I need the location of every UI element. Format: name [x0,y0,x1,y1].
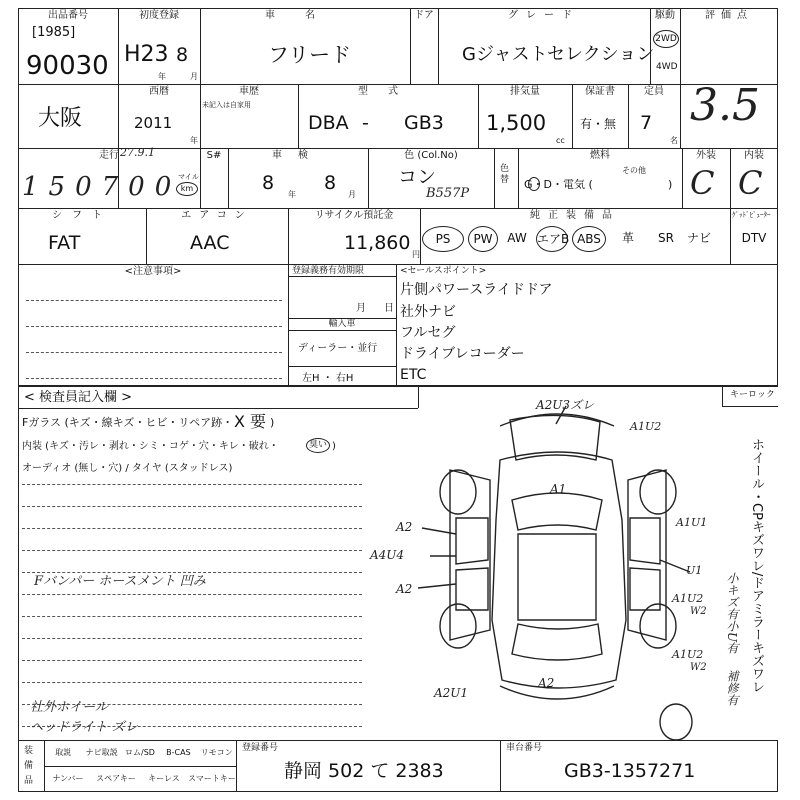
key-lock-label: キーロック [730,390,775,400]
inspection-note-line [22,660,362,661]
mileage-label: 走行 [99,150,119,161]
first-registration-label: 初度登録 [139,10,179,21]
wheel-spare [660,704,692,740]
leader-line [422,528,456,534]
fuel-close-paren: ) [668,178,673,191]
km-unit-circled: km [176,182,198,196]
model-code: GB3 [404,112,444,134]
capacity: 7 [640,112,653,134]
note-line [26,326,282,327]
sales-points-label: <セールスポイント> [400,266,487,276]
handwritten-note: Fバンパー ホースメント 凹み [34,574,206,589]
history-label: 車歴 [239,86,259,97]
car-name-label: 車名 [265,10,345,21]
year-unit: 年 [158,72,166,81]
car-name: フリード [268,43,352,67]
interior-line: 内装 (キズ・汚レ・剥れ・シミ・コゲ・穴・キレ・破れ・ [22,441,279,452]
handle-side: 左H ・ 右H [302,373,354,384]
caution-label: <注意事項> [124,266,182,277]
drive-4wd: 4WD [656,62,678,72]
fuel-other-label: その他 [622,166,646,175]
fuel-options: G・D・電気 ( [524,178,593,191]
grade: Gジャストセレクション [462,44,655,65]
capacity-unit: 名 [670,136,678,145]
first-registration-month: 8 [176,44,189,66]
car-diagram [360,400,703,740]
equipment-item: 革 [621,231,634,245]
model-dash: - [362,112,369,134]
chassis-label: 車台番号 [506,743,543,753]
footer-equipment-label: 装備品 [24,746,34,786]
inspection-label: 車検 [272,150,324,161]
row-divider [288,330,396,331]
left-door-front [456,518,488,564]
western-year-label: 西暦 [149,86,169,97]
glass-line-end: ) [270,416,275,429]
side-note: 小U有 [725,620,739,655]
month-unit: 月 [190,72,198,81]
rear-window [512,624,602,660]
interior-line-end: ) [332,441,336,452]
footer-equipment-item: ナビ取説 [85,748,118,757]
equipment-item: エアB [536,226,568,252]
inspection-note-line [22,594,362,595]
damage-code: W2 [690,662,707,673]
chassis-number: GB3-1357271 [564,760,696,782]
plate-number: 静岡 502 て 2383 [284,760,444,782]
row-divider [18,84,778,85]
model-prefix: DBA [308,112,349,134]
equipment-item: PS [422,226,464,252]
col-divider [680,8,681,148]
import-label: 輸入車 [328,319,356,329]
color: コン [398,166,437,188]
row-divider [18,386,778,387]
damage-code: A1U1 [676,516,708,529]
displacement: 1,500 [486,111,547,135]
history-note: 未記入は自家用 [202,101,251,109]
warranty-value: 有・無 [580,117,617,131]
footer-equipment-item: スペアキー [96,774,136,783]
damage-code: A1U2 [672,648,704,661]
sw-label: S# [206,150,222,161]
note-line [26,378,282,379]
damage-code: A2U1 [434,686,469,700]
month-unit: 月 [348,190,356,199]
row-divider [18,408,418,409]
year-unit: 年 [190,136,198,145]
row-divider [18,208,778,209]
audio-tire-line: オーディオ (無し・穴) / タイヤ (スタッドレス) [22,463,233,474]
wheel-front-right [640,470,676,514]
side-note: 小キズ有 [725,572,739,620]
glass-line: Fガラス (キズ・線キズ・ヒビ・リペア跡・ [22,416,234,429]
glass-replace-mark: X 要 [234,412,267,431]
door-label: ドア [414,10,434,21]
inspection-note-line [22,616,362,617]
footer-equipment-item: スマートキー [188,774,236,783]
side-note: 補修有 [725,670,739,706]
equipment-item: ABS [572,226,606,252]
interior-odor-circled: 臭い [306,438,330,453]
lot-number-label: 出品番号 [48,10,88,21]
western-year: 2011 [134,114,173,132]
mile-unit: マイル [178,173,199,181]
handwritten-note: ヘッドライト ズレ [30,720,138,735]
equipment-label: 純正装備品 [530,210,620,221]
inspection-note-line [22,682,362,683]
model-label: 型式 [358,86,418,97]
capacity-label: 定員 [644,86,664,97]
equipment-item: PW [468,226,498,252]
inspection-month: 8 [324,172,337,194]
equipment-item: AW [507,231,527,245]
warranty-label: 保証書 [585,86,615,97]
exterior-grade: C [690,164,715,202]
sales-point: ETC [400,367,427,383]
inspection-note-line [22,528,362,529]
fuel-label: 燃料 [590,150,610,161]
inspection-note-line [22,638,362,639]
equipment-item: SR [658,231,674,245]
footer-equipment-item: B-CAS [166,748,191,757]
reg-month-unit: 月 [356,303,366,314]
first-registration-era: H23 [124,42,169,67]
damage-code: A1 [550,482,567,496]
col-divider [396,264,397,386]
note-line [26,300,282,301]
row-divider [288,366,396,367]
fuel-gasoline-circle [528,177,540,191]
roof-panel [518,534,596,620]
yen-unit: 円 [412,250,420,259]
handwritten-note: 社外ホイール [30,700,108,715]
row-divider [44,766,236,767]
mileage-note: 27.9.1 [120,146,155,159]
shift: FAT [48,232,81,254]
color-change-label: 色替 [500,164,510,185]
shift-label: シフト [52,210,112,221]
vertical-note: ホイール・CPキズワレ/ドアミラーキズワレ [749,438,764,694]
footer-equipment-item: 取説 [55,748,72,757]
drive-2wd-circled: 2WD [653,30,679,48]
region: 大阪 [38,106,83,131]
lot-sub-number: [1985] [32,25,76,40]
drive-label: 駆動 [655,10,675,21]
damage-code: A2U3ズレ [536,398,595,412]
windshield [512,493,602,530]
footer-equipment-item: キーレス [148,774,180,783]
aircon: AAC [190,232,230,254]
row-divider [18,264,778,265]
footer-equipment-item: リモコン [200,748,233,757]
displacement-label: 排気量 [510,86,540,97]
inspector-section-title: < 検査員記入欄 > [24,390,133,405]
registration-deadline-label: 登録義務有効期限 [292,266,365,276]
damage-code: A4U4 [370,548,405,562]
damage-code: U1 [686,564,703,577]
col-divider [494,148,495,208]
col-divider [500,740,501,792]
sales-point: 社外ナビ [400,304,456,320]
row-divider [722,406,778,407]
col-divider [236,740,237,792]
wheel-front-left [440,470,476,514]
sales-point: フルセグ [400,325,456,341]
mileage: 150700 [22,172,182,202]
aircon-label: エアコン [181,210,253,221]
plate-label: 登録番号 [242,743,279,753]
recycle-label: リサイクル預託金 [314,210,394,221]
inspection-year: 8 [262,172,275,194]
recycle-fee: 11,860 [344,232,411,254]
damage-code: A1U2 [672,592,704,605]
inspection-note-line [22,506,362,507]
color-label: 色 (Col.No) [404,150,458,161]
camera-label: ｸﾞｯﾄﾞﾋﾞｭｰﾀｰ [732,211,771,219]
reg-day-unit: 日 [384,303,394,314]
lot-number: 90030 [26,51,109,81]
row-divider [288,276,396,277]
car-front-outline [510,415,600,460]
score: 3.5 [690,80,760,131]
score-label: 評価点 [705,10,753,21]
footer-equipment-item: ナンバー [52,774,84,783]
color-code: B557P [426,186,470,201]
inspection-note-line [22,550,362,551]
year-unit: 年 [288,190,296,199]
inspection-note-line [22,484,362,485]
sales-point: 片側パワースライドドア [400,282,553,298]
frame-left [18,386,19,740]
footer-equipment-item: ロム/SD [125,748,155,757]
note-line [26,352,282,353]
damage-code: A2 [396,582,413,596]
equipment-item: DTV [741,231,767,245]
damage-code: A2 [538,676,555,690]
exterior-label: 外装 [696,150,716,161]
import-type: ディーラー・並行 [298,343,378,354]
right-door-front [630,518,660,564]
equipment-item: ナビ [686,231,711,245]
damage-code: W2 [690,606,707,617]
sales-point: ドライブレコーダー [400,346,525,362]
cc-unit: cc [556,136,565,145]
interior-label: 内装 [744,150,764,161]
damage-code: A1U2 [630,420,662,433]
col-divider [722,386,723,406]
grade-label: グレード [508,10,580,21]
damage-code: A2 [396,520,413,534]
interior-grade: C [738,164,763,202]
